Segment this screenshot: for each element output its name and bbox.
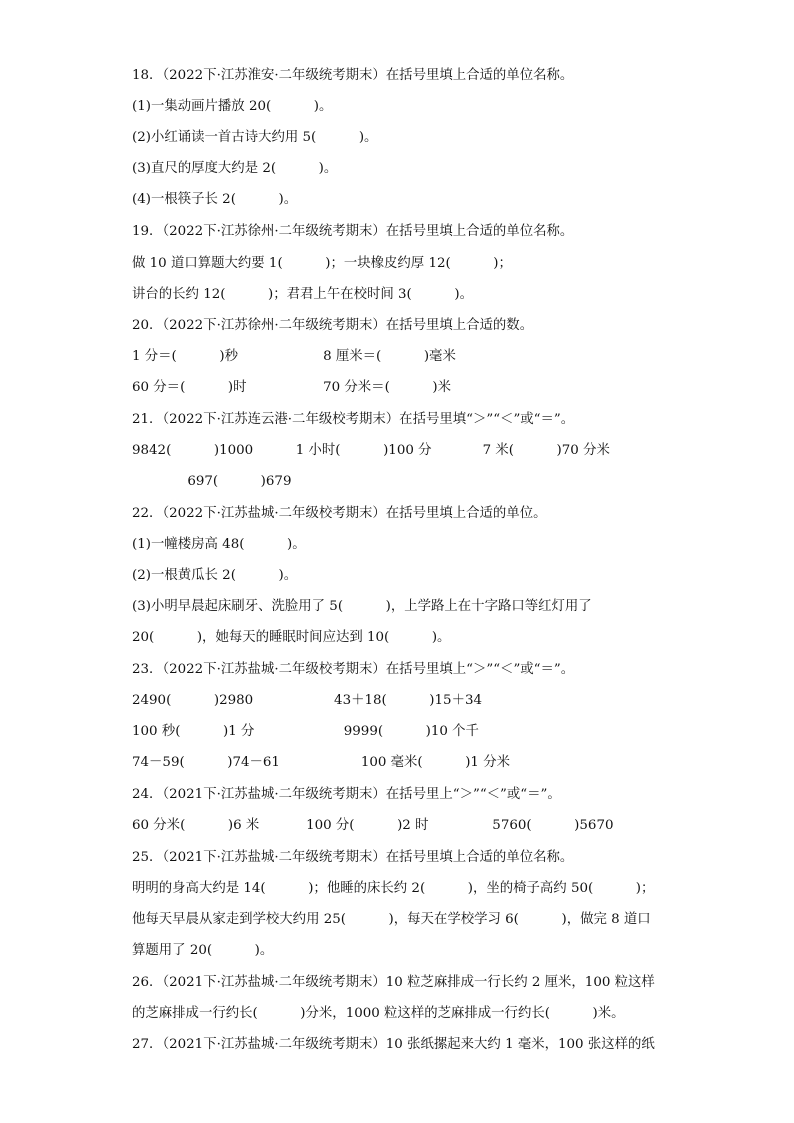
question-23-line-3: 74－59( )74－61 100 毫米( )1 分米 [132, 755, 510, 770]
question-18-item-2: (2)小红诵读一首古诗大约用 5( )。 [132, 130, 378, 145]
question-20-title: 20．（2022下·江苏徐州·二年级统考期末）在括号里填上合适的数。 [132, 318, 534, 333]
question-22-item-3-cont: 20( )，她每天的睡眠时间应达到 10( )。 [132, 630, 451, 645]
question-18-title: 18．（2022下·江苏淮安·二年级统考期末）在括号里填上合适的单位名称。 [132, 68, 574, 83]
question-18-item-3: (3)直尺的厚度大约是 2( )。 [132, 161, 338, 176]
question-19-title: 19．（2022下·江苏徐州·二年级统考期末）在括号里填上合适的单位名称。 [132, 224, 574, 239]
question-19-line-2: 讲台的长约 12( )；君君上午在校时间 3( )。 [132, 287, 473, 302]
question-24-title: 24．（2021下·江苏盐城·二年级统考期末）在括号里上“＞”“＜”或“＝”。 [132, 787, 561, 802]
question-25-line-1: 明明的身高大约是 14( )；他睡的床长约 2( )，坐的椅子高约 50( )； [132, 881, 655, 896]
question-20-line-2: 60 分＝( )时 70 分米＝( )米 [132, 380, 451, 395]
question-25-title: 25．（2021下·江苏盐城·二年级统考期末）在括号里填上合适的单位名称。 [132, 850, 574, 865]
question-22-item-3: (3)小明早晨起床刷牙、洗脸用了 5( )，上学路上在十字路口等红灯用了 [132, 599, 592, 614]
question-25-line-2: 他每天早晨从家走到学校大约用 25( )，每天在学校学习 6( )，做完 8 道口 [132, 912, 651, 927]
question-25-line-3: 算题用了 20( )。 [132, 943, 274, 958]
question-22-item-1: (1)一幢楼房高 48( )。 [132, 537, 306, 552]
question-19-line-1: 做 10 道口算题大约要 1( )；一块橡皮约厚 12( )； [132, 256, 512, 271]
question-23-line-2: 100 秒( )1 分 9999( )10 个千 [132, 724, 479, 739]
question-20-line-1: 1 分＝( )秒 8 厘米＝( )毫米 [132, 349, 456, 364]
question-21-title: 21．（2022下·江苏连云港·二年级校考期末）在括号里填“＞”“＜”或“＝”。 [132, 412, 575, 427]
question-22-item-2: (2)一根黄瓜长 2( )。 [132, 568, 298, 583]
question-21-line-1: 9842( )1000 1 小时( )100 分 7 米( )70 分米 [132, 443, 610, 458]
question-24-line-1: 60 分米( )6 米 100 分( )2 时 5760( )5670 [132, 818, 614, 833]
question-27-title: 27．（2021下·江苏盐城·二年级统考期末）10 张纸摞起来大约 1 毫米，100 张这样的纸 [132, 1037, 655, 1052]
question-23-line-1: 2490( )2980 43＋18( )15＋34 [132, 693, 482, 708]
question-21-line-2: 697( )679 [132, 474, 292, 489]
question-26-line-1: 的芝麻排成一行约长( )分米，1000 粒这样的芝麻排成一行约长( )米。 [132, 1006, 625, 1021]
question-22-title: 22．（2022下·江苏盐城·二年级校考期末）在括号里填上合适的单位。 [132, 506, 547, 521]
question-26-title: 26．（2021下·江苏盐城·二年级统考期末）10 粒芝麻排成一行长约 2 厘米，100 粒这样 [132, 975, 655, 990]
question-18-item-4: (4)一根筷子长 2( )。 [132, 192, 298, 207]
question-18-item-1: (1)一集动画片播放 20( )。 [132, 99, 333, 114]
question-23-title: 23．（2022下·江苏盐城·二年级校考期末）在括号里填上“＞”“＜”或“＝”。 [132, 662, 575, 677]
